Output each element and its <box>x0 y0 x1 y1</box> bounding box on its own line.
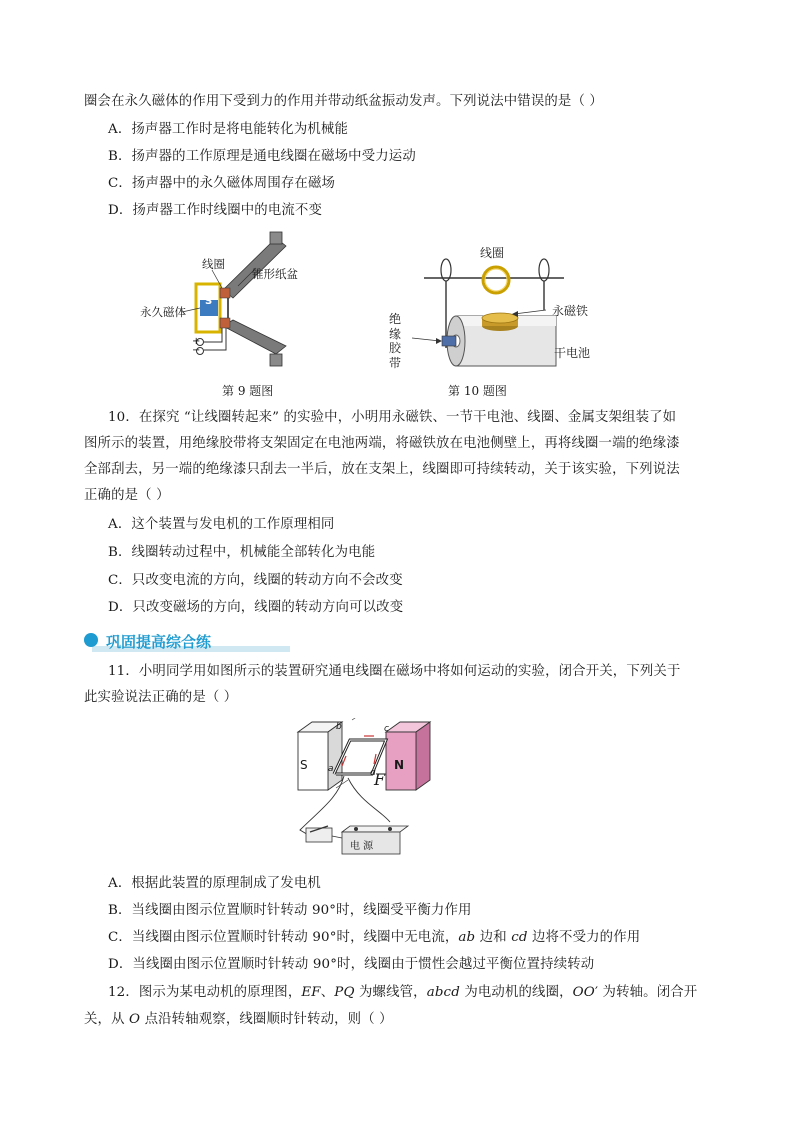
q10-label-tape: 绝缘胶带 <box>388 312 401 370</box>
q10-label-coil: 线圈 <box>480 246 505 260</box>
q12-text-3: 为螺线管， <box>354 985 427 1000</box>
q11-stem-line-1: 11．小明同学用如图所示的装置研究通电线圈在磁场中将如何运动的实验，闭合开关，下列关于 <box>108 664 681 679</box>
motor-coil <box>483 267 509 293</box>
q10-option-b[interactable]: B．线圈转动过程中，机械能全部转化为电能 <box>108 545 376 560</box>
q9-stem: 圈会在永久磁体的作用下受到力的作用并带动纸盆振动发声。下列说法中错误的是（ ） <box>84 94 603 109</box>
speaker-cone-tip-bottom <box>270 354 282 366</box>
q9-label-magnet: 永久磁体 <box>140 305 186 319</box>
q11-label-b: b <box>336 722 342 732</box>
q11-option-a[interactable]: A．根据此装置的原理制成了发电机 <box>108 876 321 891</box>
q9-label-coil: 线圈 <box>202 257 225 271</box>
q9-label-cone: 锥形纸盆 <box>252 267 298 281</box>
q9-speaker-figure <box>138 228 298 376</box>
q10-label-magnet: 永磁铁 <box>552 304 589 318</box>
section-title: 巩固提高综合练 <box>106 633 212 651</box>
q9-option-d[interactable]: D．扬声器工作时线圈中的电流不变 <box>108 203 322 218</box>
q11-stem-line-2: 此实验说法正确的是（ ） <box>84 690 238 705</box>
section-bullet-icon <box>84 633 98 647</box>
q10-option-d[interactable]: D．只改变磁场的方向，线圈的转动方向可以改变 <box>108 600 404 615</box>
q11-label-power: 电 源 <box>350 841 374 852</box>
q12-stem-line-2 <box>84 1010 393 1030</box>
q11-label-n: N <box>394 758 405 772</box>
q9-figure-caption: 第 9 题图 <box>222 384 274 398</box>
q10-option-c[interactable]: C．只改变电流的方向，线圈的转动方向不会改变 <box>108 573 403 588</box>
q11-option-b[interactable]: B．当线圈由图示位置顺时针转动 90°时，线圈受平衡力作用 <box>108 903 472 918</box>
q10-stem-line-2: 图所示的装置，用绝缘胶带将支架固定在电池两端，将磁铁放在电池侧壁上，再将线圈一端的绝缘漆 <box>84 436 680 451</box>
q9-label-s: S <box>205 296 213 307</box>
q12-text-2: 、 <box>320 985 335 1000</box>
q12-text-5: ′ 为转轴。闭合开 <box>594 985 698 1000</box>
speaker-coil-top <box>220 288 230 298</box>
q10-stem-line-3: 全部刮去，另一端的绝缘漆只刮去一半后，放在支架上，线圈即可持续转动，关于该实验，下列说法 <box>84 462 680 477</box>
insulating-tape <box>442 336 456 346</box>
q11-option-c-ab: ab <box>458 930 476 945</box>
q11-label-d: d <box>370 768 376 778</box>
q9-option-c[interactable]: C．扬声器中的永久磁体周围存在磁场 <box>108 176 336 191</box>
q11-option-c-cd: cd <box>511 930 528 945</box>
q11-label-f: F <box>374 770 386 789</box>
leader-tape-arrow <box>412 338 440 341</box>
q9-label-minus: − <box>192 345 201 356</box>
q11-option-c-text-1: C．当线圈由图示位置顺时针转动 90°时，线圈中无电流， <box>108 930 459 945</box>
q9-option-b[interactable]: B．扬声器的工作原理是通电线圈在磁场中受力运动 <box>108 149 416 164</box>
q11-option-d[interactable]: D．当线圈由图示位置顺时针转动 90°时，线圈由于惯性会越过平衡位置持续转动 <box>108 957 595 972</box>
q12-abcd: abcd <box>426 985 460 1000</box>
q12-stem-line-1 <box>108 983 697 1003</box>
q10-figure-caption: 第 10 题图 <box>448 384 507 398</box>
q10-label-battery: 干电池 <box>554 346 591 360</box>
q12-text-7: 点沿转轴观察，线圈顺时针转动，则（ ） <box>140 1012 393 1027</box>
leader-magnet-arrow <box>514 310 546 314</box>
q12-o: O <box>129 1012 141 1027</box>
q10-stem-line-4: 正确的是（ ） <box>84 488 170 503</box>
q10-option-a[interactable]: A．这个装置与发电机的工作原理相同 <box>108 517 335 532</box>
q12-pq: PQ <box>334 985 355 1000</box>
q11-label-a: a <box>328 764 334 774</box>
permanent-magnet-top <box>482 313 518 323</box>
section-header <box>84 630 290 652</box>
q12-text-1: 12．图示为某电动机的原理图， <box>108 985 302 1000</box>
q11-option-c-text-2: 边和 <box>475 930 512 945</box>
speaker-coil-bottom <box>220 318 230 328</box>
speaker-cone-lower <box>223 320 286 354</box>
q11-option-c[interactable] <box>108 928 640 948</box>
q12-ef: EF <box>301 985 321 1000</box>
q9-label-plus: + <box>192 336 201 347</box>
speaker-cone-tip-top <box>270 232 282 244</box>
q11-label-s: S <box>300 758 308 772</box>
q10-stem-line-1: 10．在探究 “让线圈转起来” 的实验中，小明用永磁铁、一节干电池、线圈、金属支架组装了如 <box>108 410 677 425</box>
q12-text-4: 为电动机的线圈， <box>459 985 573 1000</box>
switch <box>306 828 332 842</box>
q9-option-a[interactable]: A．扬声器工作时是将电能转化为机械能 <box>108 122 349 137</box>
q11-option-c-text-3: 边将不受力的作用 <box>527 930 641 945</box>
q12-oo: OO <box>572 985 595 1000</box>
q11-label-c: c <box>384 724 389 734</box>
q12-text-6: 关，从 <box>84 1012 130 1027</box>
